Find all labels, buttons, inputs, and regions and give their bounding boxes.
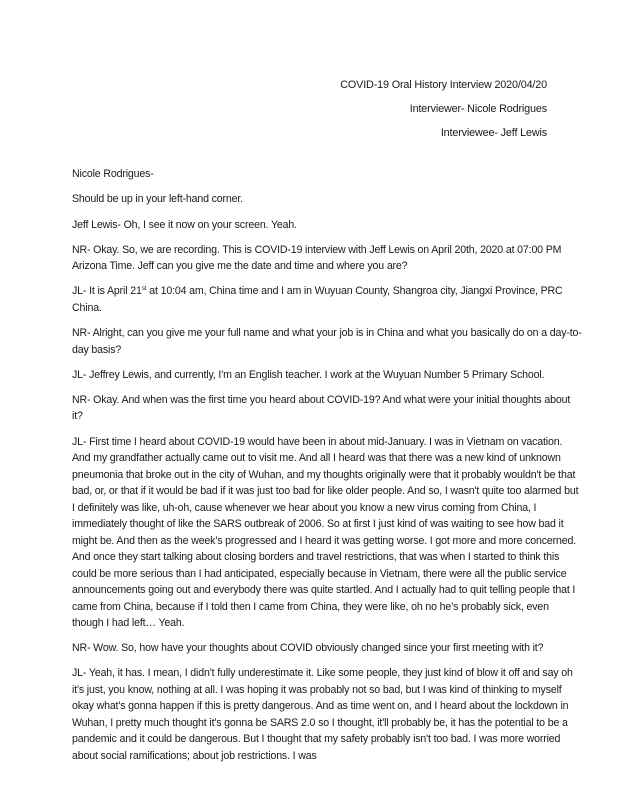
interviewer-line: Interviewer- Nicole Rodrigues <box>409 103 547 115</box>
ordinal-superscript: st <box>141 285 147 293</box>
speaker-label: NR- <box>72 327 91 340</box>
paragraph-text: It is April 21 <box>86 285 142 298</box>
transcript-body <box>72 166 582 773</box>
transcript-paragraph <box>72 217 582 234</box>
transcript-paragraph <box>72 283 582 316</box>
paragraph-text: Okay. So, we are recording. This is COVID-19 interview with Jeff Lewis on April 20th, 2020 at 07:00 PM Arizona Time. Jeff can you give me the date and time and where you are? <box>72 243 562 273</box>
speaker-label: JL- <box>72 368 87 381</box>
speaker-label: NR- <box>72 243 91 256</box>
transcript-paragraph <box>72 242 582 275</box>
speaker-label: NR- <box>72 393 91 406</box>
speaker-label: NR- <box>72 642 91 655</box>
paragraph-text: Yeah, it has. I mean, I didn't fully underestimate it. Like some people, they just kind of blow it off and say oh it's just, you know, nothing at all. I was hoping it was probably not so bad, but I was kind of thinking to myself okay what's gonna happen if this is pretty dangerous. And as time went on, and I heard about the lockdown in Wuhan, I pretty much thought it's gonna be SARS 2.0 so I thought, it'll probably be, it has the potential to be a pandemic and it could be dangerous. But I thought that my safety probably isn't too bad. I was more worried about social ramifications; about job restrictions. I was <box>72 667 573 762</box>
interviewee-line: Interviewee- Jeff Lewis <box>440 127 547 139</box>
paragraph-text: First time I heard about COVID-19 would have been in about mid-January. I was in Vietnam on vacation. And my grandfather actually came out to visit me. And all I heard was that there was a new kind of unknown pneumonia that broke out in the city of Wuhan, and my thoughts originally were that it probably wouldn't be that bad, or, or that if it would be bad if it was just too bad for like older people. And so, I wasn't quite too alarmed but I definitely was like, uh-oh, cause whenever we hear about you know a new virus coming from China, I immediately thought of like the SARS outbreak of 2006. So at first I just kind of was waiting to see how bad it might be. And then as the week's progressed and I heard it was getting worse. I got more and more concerned. And once they start talking about closing borders and travel restrictions, that was when I started to think this could be more serious than I had anticipated, especially because in Vietnam, there were all the public service announcements going out and everybody there was quite startled. And I actually had to quit telling people that I came from China, because if I told then I came from China, they were like, oh no he’s probably sick, even though I had left… Yeah. <box>72 435 579 630</box>
transcript-paragraph <box>72 665 582 764</box>
transcript-paragraph <box>72 325 582 358</box>
transcript-paragraph <box>72 191 582 208</box>
paragraph-text: Oh, I see it now on your screen. Yeah. <box>120 218 297 231</box>
transcript-paragraph <box>72 640 582 657</box>
paragraph-text: Okay. And when was the first time you heard about COVID-19? And what were your initial thoughts about it? <box>72 393 571 423</box>
document-header <box>340 73 547 145</box>
paragraph-text: Alright, can you give me your full name and what your job is in China and what you basically do on a day-to-day basis? <box>72 327 582 356</box>
document-title: COVID-19 Oral History Interview 2020/04/20 <box>340 79 547 91</box>
speaker-label: Nicole Rodrigues- <box>72 168 154 180</box>
speaker-label: JL- <box>72 435 87 448</box>
speaker-label: JL- <box>72 285 87 298</box>
transcript-paragraph <box>72 434 582 632</box>
speaker-label: Jeff Lewis- <box>72 218 121 231</box>
transcript-paragraph <box>72 166 582 183</box>
paragraph-text: Jeffrey Lewis, and currently, I'm an English teacher. I work at the Wuyuan Number 5 Primary School. <box>86 368 545 381</box>
paragraph-text: Wow. So, how have your thoughts about COVID obviously changed since your first meeting with it? <box>90 642 544 655</box>
paragraph-text: at 10:04 am, China time and I am in Wuyuan County, Shangroa city, Jiangxi Province, PRC China. <box>72 285 563 314</box>
paragraph-text: Should be up in your left-hand corner. <box>72 193 243 206</box>
transcript-paragraph <box>72 367 582 384</box>
speaker-label: JL- <box>72 667 87 680</box>
transcript-paragraph <box>72 392 582 425</box>
